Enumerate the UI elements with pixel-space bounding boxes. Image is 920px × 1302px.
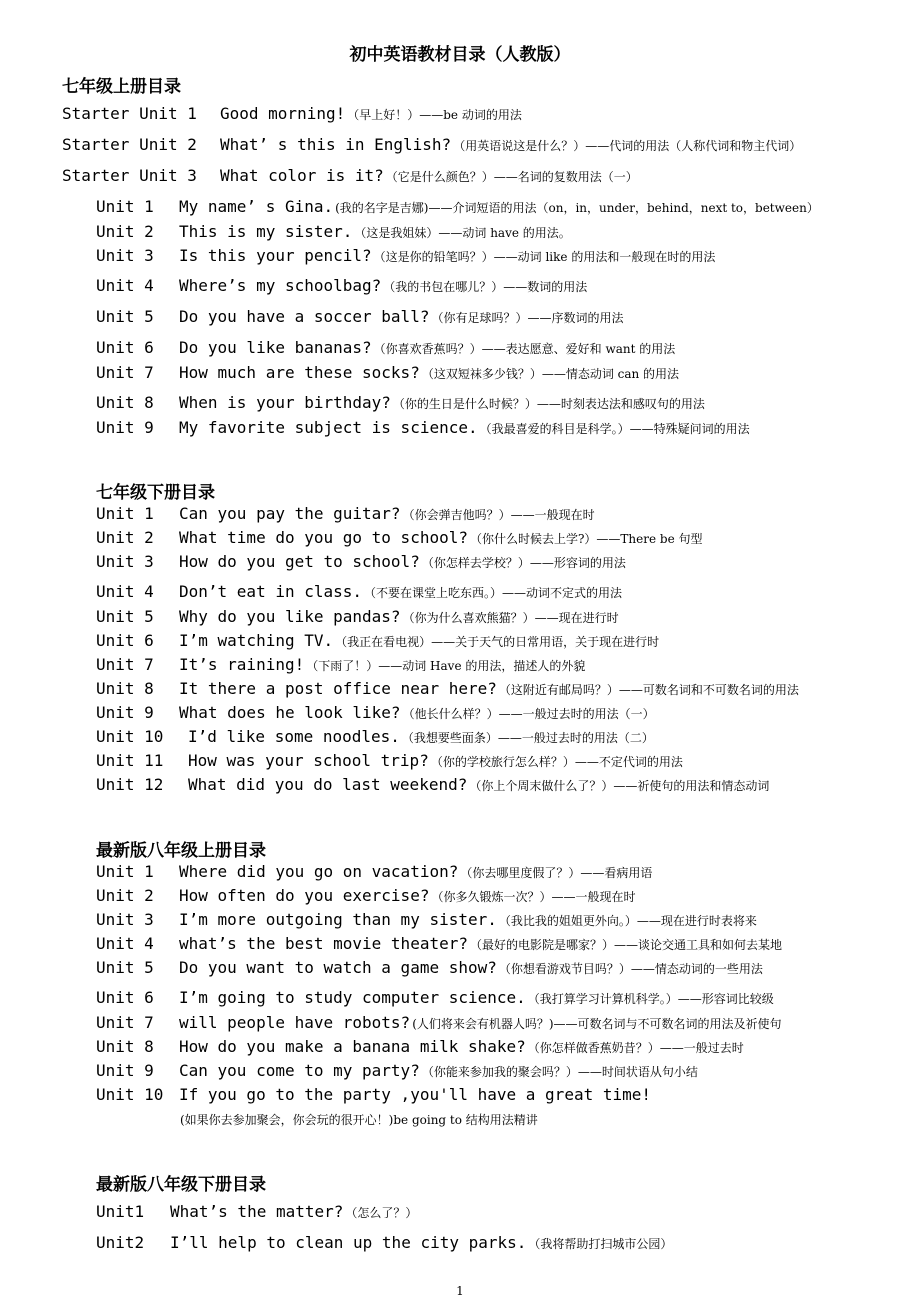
unit-label: Unit 1 bbox=[96, 197, 154, 216]
unit-title-en-text: How do you get to school? bbox=[179, 552, 420, 571]
unit-title-en bbox=[188, 751, 683, 770]
unit-title-en bbox=[179, 958, 763, 977]
section-heading-grade7-down: 七年级下册目录 bbox=[96, 483, 215, 503]
unit-label: Unit 4 bbox=[96, 934, 154, 953]
unit-title-en bbox=[179, 197, 819, 216]
unit-title-en-text: It there a post office near here? bbox=[179, 679, 497, 698]
unit-label: Starter Unit 3 bbox=[62, 166, 197, 185]
unit-note-zh: （你上个周末做什么了？）——祈使句的用法和情态动词 bbox=[469, 779, 770, 793]
unit-title-en bbox=[179, 246, 715, 265]
unit-note-zh: （你想看游戏节目吗？）——情态动词的一些用法 bbox=[498, 962, 763, 976]
unit-label: Starter Unit 1 bbox=[62, 104, 197, 123]
unit-title-en-text: I’m more outgoing than my sister. bbox=[179, 910, 497, 929]
unit-note-zh: （不要在课堂上吃东西。）——动词不定式的用法 bbox=[364, 586, 623, 600]
unit-title-en bbox=[179, 607, 619, 626]
unit-title-en bbox=[220, 104, 522, 123]
unit-note-zh: （你的生日是什么时候？）——时刻表达法和感叹句的用法 bbox=[392, 397, 705, 411]
unit-title-en-text: Why do you like pandas? bbox=[179, 607, 401, 626]
unit-title-en-text: Don’t eat in class. bbox=[179, 582, 363, 601]
unit-note-zh: （最好的电影院是哪家？）——谈论交通工具和如何去某地 bbox=[469, 938, 782, 952]
unit-title-en-text: What does he look like? bbox=[179, 703, 401, 722]
unit-note-zh: （怎么了？） bbox=[345, 1206, 418, 1220]
unit-label: Unit 12 bbox=[96, 775, 164, 794]
unit-note-zh: （它是什么颜色？）——名词的复数用法（一） bbox=[385, 170, 638, 184]
page-number: 1 bbox=[456, 1284, 464, 1298]
unit10-note: (如果你去参加聚会，你会玩的很开心！)be going to 结构用法精讲 bbox=[180, 1113, 538, 1127]
unit-note-zh: （你怎样做香蕉奶昔？）——一般过去时 bbox=[527, 1041, 744, 1055]
unit-label: Unit 1 bbox=[96, 862, 154, 881]
unit-label: Unit 7 bbox=[96, 655, 154, 674]
unit-note-zh: （我想要些面条）——一般过去时的用法（二） bbox=[401, 731, 654, 745]
unit-title-en-text: Do you like bananas? bbox=[179, 338, 372, 357]
unit-label: Unit2 bbox=[96, 1233, 145, 1252]
unit-label: Unit 2 bbox=[96, 222, 154, 241]
unit-note-zh: （你怎样去学校？）——形容词的用法 bbox=[421, 556, 626, 570]
unit-label: Unit 6 bbox=[96, 338, 154, 357]
unit-note-zh: （我将帮助打扫城市公园） bbox=[528, 1237, 673, 1251]
unit-title-en-text: How often do you exercise? bbox=[179, 886, 430, 905]
unit-title-en bbox=[179, 1061, 698, 1080]
unit-label: Unit 1 bbox=[96, 504, 154, 523]
unit-title-en bbox=[170, 1202, 417, 1221]
unit-title-en-text: This is my sister. bbox=[179, 222, 353, 241]
unit-title-en-text: Can you pay the guitar? bbox=[179, 504, 401, 523]
unit-title-en-text: Do you have a soccer ball? bbox=[179, 307, 430, 326]
unit-label: Starter Unit 2 bbox=[62, 135, 197, 154]
unit-title-en bbox=[179, 528, 703, 547]
unit-title-en-text: Can you come to my party? bbox=[179, 1061, 420, 1080]
unit-title-en-text: It’s raining! bbox=[179, 655, 305, 674]
unit-note-zh: （你有足球吗？）——序数词的用法 bbox=[431, 311, 624, 325]
unit-title-en-text: What’ s this in English? bbox=[220, 135, 452, 154]
unit-title-en bbox=[179, 222, 571, 241]
unit-label: Unit 10 bbox=[96, 1085, 164, 1104]
unit-title-en bbox=[179, 418, 750, 437]
unit-label: Unit 3 bbox=[96, 910, 154, 929]
unit-title-en-text: What’s the matter? bbox=[170, 1202, 344, 1221]
unit-note-zh: （你能来参加我的聚会吗？）——时间状语从句小结 bbox=[421, 1065, 698, 1079]
unit-label: Unit 8 bbox=[96, 1037, 154, 1056]
unit-label: Unit 6 bbox=[96, 631, 154, 650]
unit-title-en-text: what’s the best movie theater? bbox=[179, 934, 468, 953]
unit-label: Unit 5 bbox=[96, 307, 154, 326]
unit-note-zh: （这是我姐妹）——动词 have 的用法。 bbox=[354, 226, 571, 240]
unit-label: Unit 5 bbox=[96, 607, 154, 626]
unit-label: Unit 2 bbox=[96, 886, 154, 905]
unit-label: Unit 10 bbox=[96, 727, 164, 746]
unit-label: Unit 2 bbox=[96, 528, 154, 547]
unit-note-zh: （我的书包在哪儿？）——数词的用法 bbox=[383, 280, 588, 294]
unit-note-zh: (我的名字是吉娜)——介词短语的用法（on，in，under，behind，next to，between） bbox=[335, 201, 819, 215]
unit-note-zh: （这附近有邮局吗？）——可数名词和不可数名词的用法 bbox=[498, 683, 799, 697]
unit-title-en bbox=[179, 307, 623, 326]
unit-title-en-text: My name’ s Gina. bbox=[179, 197, 334, 216]
unit-label: Unit 5 bbox=[96, 958, 154, 977]
unit-title-en bbox=[179, 1013, 782, 1032]
unit-label: Unit1 bbox=[96, 1202, 145, 1221]
unit-label: Unit 4 bbox=[96, 582, 154, 601]
unit-note-zh: （我打算学习计算机科学。）——形容词比较级 bbox=[527, 992, 774, 1006]
unit-note-zh: （我正在看电视）——关于天气的日常用语，关于现在进行时 bbox=[335, 635, 660, 649]
unit-note-zh: （你会弹吉他吗？）——一般现在时 bbox=[402, 508, 595, 522]
unit-note-zh: （这是你的铅笔吗？）——动词 like 的用法和一般现在时的用法 bbox=[373, 250, 716, 264]
unit-title-en bbox=[220, 166, 638, 185]
unit-label: Unit 3 bbox=[96, 552, 154, 571]
unit-label: Unit 4 bbox=[96, 276, 154, 295]
unit-title-en bbox=[179, 862, 652, 881]
unit-title-en-text: How do you make a banana milk shake? bbox=[179, 1037, 526, 1056]
unit-title-en-text: How was your school trip? bbox=[188, 751, 429, 770]
unit-label: Unit 8 bbox=[96, 679, 154, 698]
section-heading-grade7-up: 七年级上册目录 bbox=[62, 77, 181, 97]
unit-note-zh: （你为什么喜欢熊猫？）——现在进行时 bbox=[402, 611, 619, 625]
unit-title-en-text: I’m watching TV. bbox=[179, 631, 334, 650]
unit-title-en bbox=[220, 135, 801, 154]
unit-title-en-text: I’ll help to clean up the city parks. bbox=[170, 1233, 527, 1252]
unit-title-en bbox=[170, 1233, 672, 1252]
unit-title-en-text: Where did you go on vacation? bbox=[179, 862, 459, 881]
unit-title-en bbox=[179, 934, 782, 953]
section-heading-grade8-up: 最新版八年级上册目录 bbox=[96, 841, 266, 861]
unit-label: Unit 8 bbox=[96, 393, 154, 412]
unit-title-en-text: My favorite subject is science. bbox=[179, 418, 478, 437]
unit-note-zh: （早上好！）——be 动词的用法 bbox=[347, 108, 522, 122]
unit-note-zh: （你喜欢香蕉吗？）——表达愿意、爱好和 want 的用法 bbox=[373, 342, 676, 356]
unit-note-zh: （我比我的姐姐更外向。）——现在进行时表将来 bbox=[498, 914, 757, 928]
unit-title-en-text: If you go to the party ,you'll have a great time! bbox=[179, 1085, 652, 1104]
unit-label: Unit 3 bbox=[96, 246, 154, 265]
unit-title-en bbox=[179, 886, 635, 905]
unit-title-en-text: I’m going to study computer science. bbox=[179, 988, 526, 1007]
unit-title-en-text: will people have robots? bbox=[179, 1013, 411, 1032]
page-title: 初中英语教材目录（人教版） bbox=[349, 45, 571, 65]
unit-note-zh: （用英语说这是什么？）——代词的用法（人称代词和物主代词） bbox=[453, 139, 802, 153]
unit-title-en-text: How much are these socks? bbox=[179, 363, 420, 382]
unit-title-en bbox=[179, 655, 585, 674]
section-heading-grade8-down: 最新版八年级下册目录 bbox=[96, 1175, 266, 1195]
unit-note-zh: （你什么时候去上学?）——There be 句型 bbox=[469, 532, 703, 546]
unit-title-en bbox=[179, 552, 626, 571]
unit-label: Unit 9 bbox=[96, 418, 154, 437]
unit-label: Unit 9 bbox=[96, 703, 154, 722]
unit-title-en bbox=[188, 727, 654, 746]
unit-title-en-text: What time do you go to school? bbox=[179, 528, 468, 547]
unit-title-en-text: What did you do last weekend? bbox=[188, 775, 468, 794]
unit-note-zh: （这双短袜多少钱？）——情态动词 can 的用法 bbox=[421, 367, 680, 381]
unit-title-en bbox=[188, 775, 769, 794]
unit-title-en bbox=[179, 1085, 653, 1104]
unit-label: Unit 11 bbox=[96, 751, 164, 770]
unit-label: Unit 7 bbox=[96, 1013, 154, 1032]
unit-title-en bbox=[179, 631, 659, 650]
unit-note-zh: （你多久锻炼一次？）——一般现在时 bbox=[431, 890, 636, 904]
unit-title-en bbox=[179, 988, 774, 1007]
unit-title-en-text: When is your birthday? bbox=[179, 393, 391, 412]
unit-title-en bbox=[179, 338, 675, 357]
unit-title-en bbox=[179, 504, 595, 523]
unit-title-en bbox=[179, 363, 679, 382]
unit-note-zh: （他长什么样？）——一般过去时的用法（一） bbox=[402, 707, 655, 721]
unit-title-en bbox=[179, 582, 622, 601]
unit-title-en bbox=[179, 393, 705, 412]
unit-title-en-text: Where’s my schoolbag? bbox=[179, 276, 382, 295]
unit-title-en bbox=[179, 276, 587, 295]
unit-title-en bbox=[179, 703, 655, 722]
unit-title-en-text: I’d like some noodles. bbox=[188, 727, 400, 746]
unit-note-zh: （下雨了！）——动词 Have 的用法，描述人的外貌 bbox=[306, 659, 586, 673]
unit-title-en-text: Is this your pencil? bbox=[179, 246, 372, 265]
unit-label: Unit 7 bbox=[96, 363, 154, 382]
unit-title-en-text: Good morning! bbox=[220, 104, 346, 123]
unit-label: Unit 6 bbox=[96, 988, 154, 1007]
unit-note-zh: （我最喜爱的科目是科学。）——特殊疑问词的用法 bbox=[479, 422, 750, 436]
unit-title-en-text: Do you want to watch a game show? bbox=[179, 958, 497, 977]
unit-title-en-text: What color is it? bbox=[220, 166, 384, 185]
unit-title-en bbox=[179, 1037, 744, 1056]
unit-title-en bbox=[179, 910, 757, 929]
unit-note-zh: （你的学校旅行怎么样？）——不定代词的用法 bbox=[430, 755, 683, 769]
unit-note-zh: (人们将来会有机器人吗？)——可数名词与不可数名词的用法及祈使句 bbox=[412, 1017, 782, 1031]
unit-note-zh: （你去哪里度假了？）——看病用语 bbox=[460, 866, 653, 880]
unit-title-en bbox=[179, 679, 799, 698]
unit-label: Unit 9 bbox=[96, 1061, 154, 1080]
